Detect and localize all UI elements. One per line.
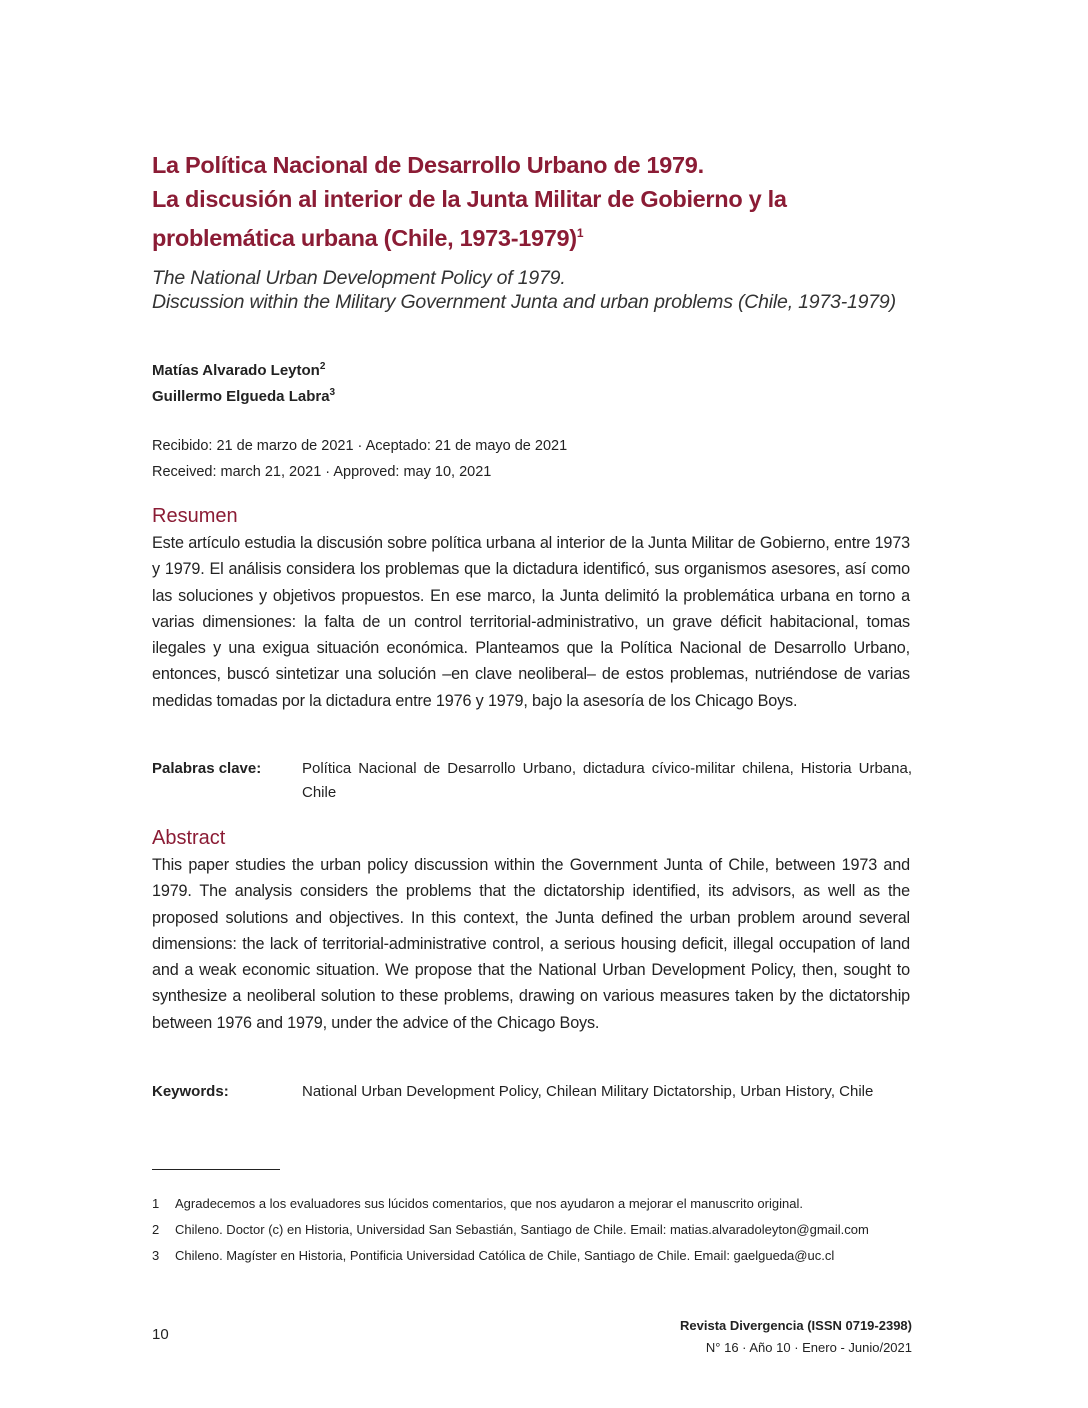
author-list [152, 358, 335, 410]
dates-english: Received: march 21, 2021 · Approved: may 10, 2021 [152, 464, 492, 480]
journal-info [680, 1315, 912, 1359]
footnote-text: Agradecemos a los evaluadores sus lúcidos comentarios, que nos ayudaron a mejorar el manuscrito original. [175, 1196, 803, 1211]
journal-title: Revista Divergencia (ISSN 0719-2398) [680, 1318, 912, 1333]
submission-dates [152, 433, 567, 485]
footnote-number: 3 [152, 1248, 160, 1263]
footnote-number: 2 [152, 1222, 160, 1237]
article-title [152, 148, 912, 255]
dates-spanish: Recibido: 21 de marzo de 2021 · Aceptado: 21 de mayo de 2021 [152, 438, 568, 454]
footnote [152, 1243, 932, 1269]
footnote-mark[interactable]: 3 [329, 387, 336, 398]
footnote-text: Chileno. Doctor (c) en Historia, Universidad San Sebastián, Santiago de Chile. Email: matias.alvaradoleyton@gmail.com [175, 1222, 869, 1237]
author: Matías Alvarado Leyton$^2$ [152, 361, 326, 379]
abstract-text: This paper studies the urban policy discussion within the Government Junta of Chile, between 1973 and 1979. The analysis considers the problems that the dictatorship identified, its advisors, as well as the proposed solutions and objectives. In this context, the Junta defined the urban problem around several dimensions: the lack of territorial-administrative control, a serious housing deficit, illegal occupation of land and a weak economic situation. We propose that the National Urban Development Policy, then, sought to synthesize a neoliberal solution to these problems, drawing on various measures taken by the dictatorship between 1976 and 1979, under the advice of the Chicago Boys. [152, 856, 910, 1032]
abstract-heading: Abstract [152, 827, 226, 849]
footnote [152, 1191, 932, 1217]
palabras-clave-label: Palabras clave: [152, 760, 262, 777]
footnote-divider [152, 1169, 280, 1170]
footnote [152, 1217, 932, 1243]
article-subtitle-english [152, 266, 922, 314]
subtitle-line: Discussion within the Military Government Junta and urban problems (Chile, 1973-1979) [152, 291, 896, 313]
footnote-number: 1 [152, 1196, 160, 1211]
footnote-mark[interactable]: 1 [576, 226, 584, 240]
resumen-heading: Resumen [152, 505, 238, 527]
page-number: 10 [152, 1326, 169, 1343]
journal-issue: N° 16 · Año 10 · Enero - Junio/2021 [705, 1340, 912, 1355]
title-line: La discusión al interior de la Junta Militar de Gobierno y la [152, 186, 787, 212]
title-line: problemática urbana (Chile, 1973-1979)$^1$ [152, 224, 584, 251]
subtitle-line: The National Urban Development Policy of 1979. [152, 267, 566, 289]
palabras-clave-value: Política Nacional de Desarrollo Urbano, dictadura cívico-militar chilena, Historia Urbana, Chile [302, 760, 912, 801]
footnotes [152, 1191, 932, 1269]
title-line: La Política Nacional de Desarrollo Urbano de 1979. [152, 152, 704, 178]
keywords-label: Keywords: [152, 1083, 229, 1100]
footnote-mark[interactable]: 2 [319, 361, 326, 372]
footnote-text: Chileno. Magíster en Historia, Pontificia Universidad Católica de Chile, Santiago de Chile. Email: gaelgueda@uc.cl [175, 1248, 835, 1263]
resumen-text: Este artículo estudia la discusión sobre política urbana al interior de la Junta Militar de Gobierno, entre 1973 y 1979. El análisis considera los problemas que la dictadura identificó, sus organismos asesores, así como las soluciones y objetivos propuestos. En ese marco, la Junta delimitó la problemática urbana en torno a varias dimensiones: la falta de un control territorial-administrativo, un grave déficit habitacional, tomas ilegales y una exigua situación económica. Planteamos que la Política Nacional de Desarrollo Urbano, entonces, buscó sintetizar una solución –en clave neoliberal– de estos problemas, nutriéndose de varias medidas tomadas por la dictadura entre 1976 y 1979, bajo la asesoría de los Chicago Boys. [152, 534, 910, 710]
author: Guillermo Elgueda Labra$^3$ [152, 387, 336, 405]
keywords-value: National Urban Development Policy, Chilean Military Dictatorship, Urban History, Chile [302, 1083, 874, 1100]
